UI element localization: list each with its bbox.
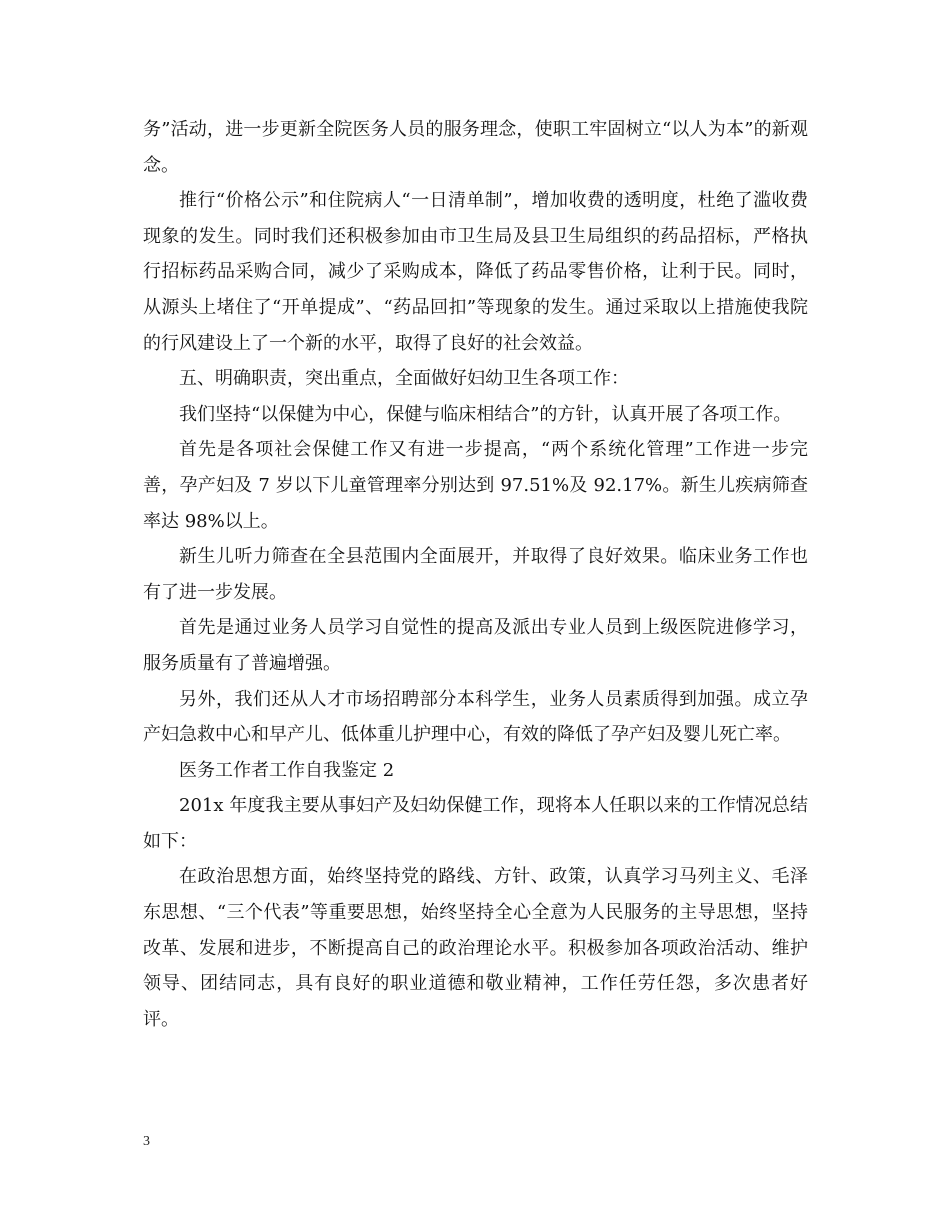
document-body xyxy=(143,112,808,1037)
section-title: 医务工作者工作自我鉴定 2 xyxy=(179,759,395,781)
paragraph: 201x 年度我主要从事妇产及妇幼保健工作，现将本人任职以来的工作情况总结如下： xyxy=(143,795,808,852)
paragraph: 务”活动，进一步更新全院医务人员的服务理念，使职工牢固树立“以人为本”的新观念。 xyxy=(143,119,808,176)
paragraph: 在政治思想方面，始终坚持党的路线、方针、政策，认真学习马列主义、毛泽东思想、“三个代表”等重要思想，始终坚持全心全意为人民服务的主导思想，坚持改革、发展和进步，不断提高自己的政治理论水平。积极参加各项政治活动、维护领导、团结同志，具有良好的职业道德和敬业精神，工作任劳任怨，多次患者好评。 xyxy=(143,866,808,1030)
paragraph: 首先是各项社会保健工作又有进一步提高，“两个系统化管理”工作进一步完善，孕产妇及 7 岁以下儿童管理率分别达到 97.51%及 92.17%。新生儿疾病筛查率达 98%以上。 xyxy=(143,439,808,532)
paragraph: 新生儿听力筛查在全县范围内全面展开，并取得了良好效果。临床业务工作也有了进一步发展。 xyxy=(143,546,808,603)
paragraph: 另外，我们还从人才市场招聘部分本科学生，业务人员素质得到加强。成立孕产妇急救中心和早产儿、低体重儿护理中心，有效的降低了孕产妇及婴儿死亡率。 xyxy=(143,688,808,746)
paragraph: 推行“价格公示”和住院病人“一日清单制”，增加收费的透明度，杜绝了滥收费现象的发生。同时我们还积极参加由市卫生局及县卫生局组织的药品招标，严格执行招标药品采购合同，减少了采购成本，降低了药品零售价格，让利于民。同时，从源头上堵住了“开单提成”、“药品回扣”等现象的发生。通过采取以上措施使我院的行风建设上了一个新的水平，取得了良好的社会效益。 xyxy=(143,190,808,354)
section-heading: 五、明确职责，突出重点，全面做好妇幼卫生各项工作： xyxy=(179,368,629,390)
page-number: 3 xyxy=(143,1134,150,1149)
paragraph: 我们坚持“以保健为中心，保健与临床相结合”的方针，认真开展了各项工作。 xyxy=(179,403,792,425)
paragraph: 首先是通过业务人员学习自觉性的提高及派出专业人员到上级医院进修学习，服务质量有了普遍增强。 xyxy=(143,617,808,674)
